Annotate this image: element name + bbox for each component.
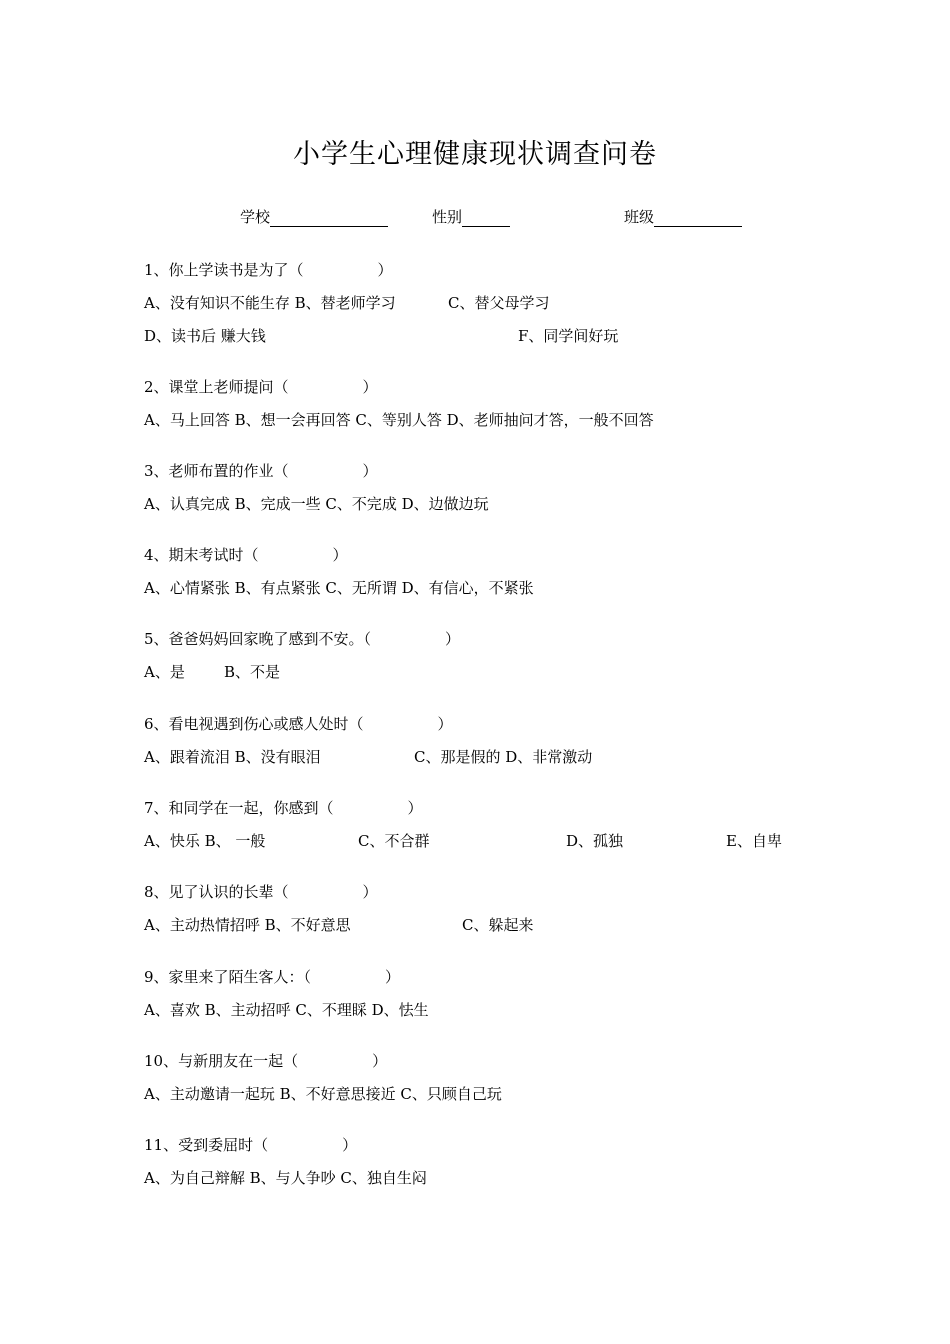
class-label: 班级 [624,208,655,226]
q6-options-c: C、那是假的 D、非常激动 [414,748,593,766]
q7-option-e: E、自卑 [726,832,782,850]
q6-options-a: A、跟着流泪 B、没有眼泪 [144,748,321,766]
question-text: 2、课堂上老师提问（ [144,378,289,396]
q1-options-c: C、替父母学习 [448,294,550,312]
question-8: 8、见了认识的长辈（ ） [144,883,378,901]
q11-options: A、为自己辩解 B、与人争吵 C、独自生闷 [144,1169,427,1187]
question-9: 9、家里来了陌生客人：（ ） [144,968,401,986]
gender-blank[interactable] [462,209,510,227]
q10-options: A、主动邀请一起玩 B、不好意思接近 C、只顾自己玩 [144,1085,502,1103]
q9-options: A、喜欢 B、主动招呼 C、不理睬 D、怯生 [144,1001,429,1019]
school-label: 学校 [240,208,271,226]
question-6: 6、看电视遇到伤心或感人处时（ ） [144,715,453,733]
question-7: 7、和同学在一起，你感到（ ） [144,799,423,817]
school-field [240,206,388,227]
gender-field [432,206,510,227]
q7-option-d: D、孤独 [566,832,624,850]
q1-options-d: D、读书后 赚大钱 [144,327,266,345]
q8-options-ab: A、主动热情招呼 B、不好意思 [144,916,351,934]
q5-option-a: A、是 [144,663,185,681]
page-title: 小学生心理健康现状调查问卷 [293,139,657,170]
question-10: 10、与新朋友在一起（ ） [144,1052,388,1070]
question-11: 11、受到委屈时（ ） [144,1136,358,1154]
question-text: 3、老师布置的作业（ [144,462,289,480]
class-blank[interactable] [654,209,742,227]
question-text: 7、和同学在一起，你感到（ [144,799,334,817]
q2-options: A、马上回答 B、想一会再回答 C、等别人答 D、老师抽问才答，一般不回答 [144,411,654,429]
gender-label: 性别 [432,208,463,226]
q7-option-c: C、不合群 [358,832,430,850]
q4-options: A、心情紧张 B、有点紧张 C、无所谓 D、有信心，不紧张 [144,579,534,597]
question-text: 8、见了认识的长辈（ [144,883,289,901]
question-1: 1、你上学读书是为了（ ） [144,261,393,279]
question-text: 6、看电视遇到伤心或感人处时（ [144,715,364,733]
question-text: 9、家里来了陌生客人：（ [144,968,312,986]
question-text: 10、与新朋友在一起（ [144,1052,299,1070]
q5-option-b: B、不是 [224,663,281,681]
question-text: 1、你上学读书是为了（ [144,261,304,279]
question-4: 4、期末考试时（ ） [144,546,348,564]
q1-options-a: A、没有知识不能生存 B、替老师学习 [144,294,396,312]
q8-option-c: C、躲起来 [462,916,534,934]
q7-options-ab: A、快乐 B、 一般 [144,832,266,850]
school-blank[interactable] [270,209,388,227]
q3-options: A、认真完成 B、完成一些 C、不完成 D、边做边玩 [144,495,489,513]
question-5: 5、爸爸妈妈回家晚了感到不安。（ ） [144,630,461,648]
question-text: 11、受到委屈时（ [144,1136,269,1154]
question-text: 5、爸爸妈妈回家晚了感到不安。（ [144,630,372,648]
question-2: 2、课堂上老师提问（ ） [144,378,378,396]
q1-options-f: F、同学间好玩 [518,327,619,345]
class-field [624,206,742,227]
question-3: 3、老师布置的作业（ ） [144,462,378,480]
question-text: 4、期末考试时（ [144,546,259,564]
